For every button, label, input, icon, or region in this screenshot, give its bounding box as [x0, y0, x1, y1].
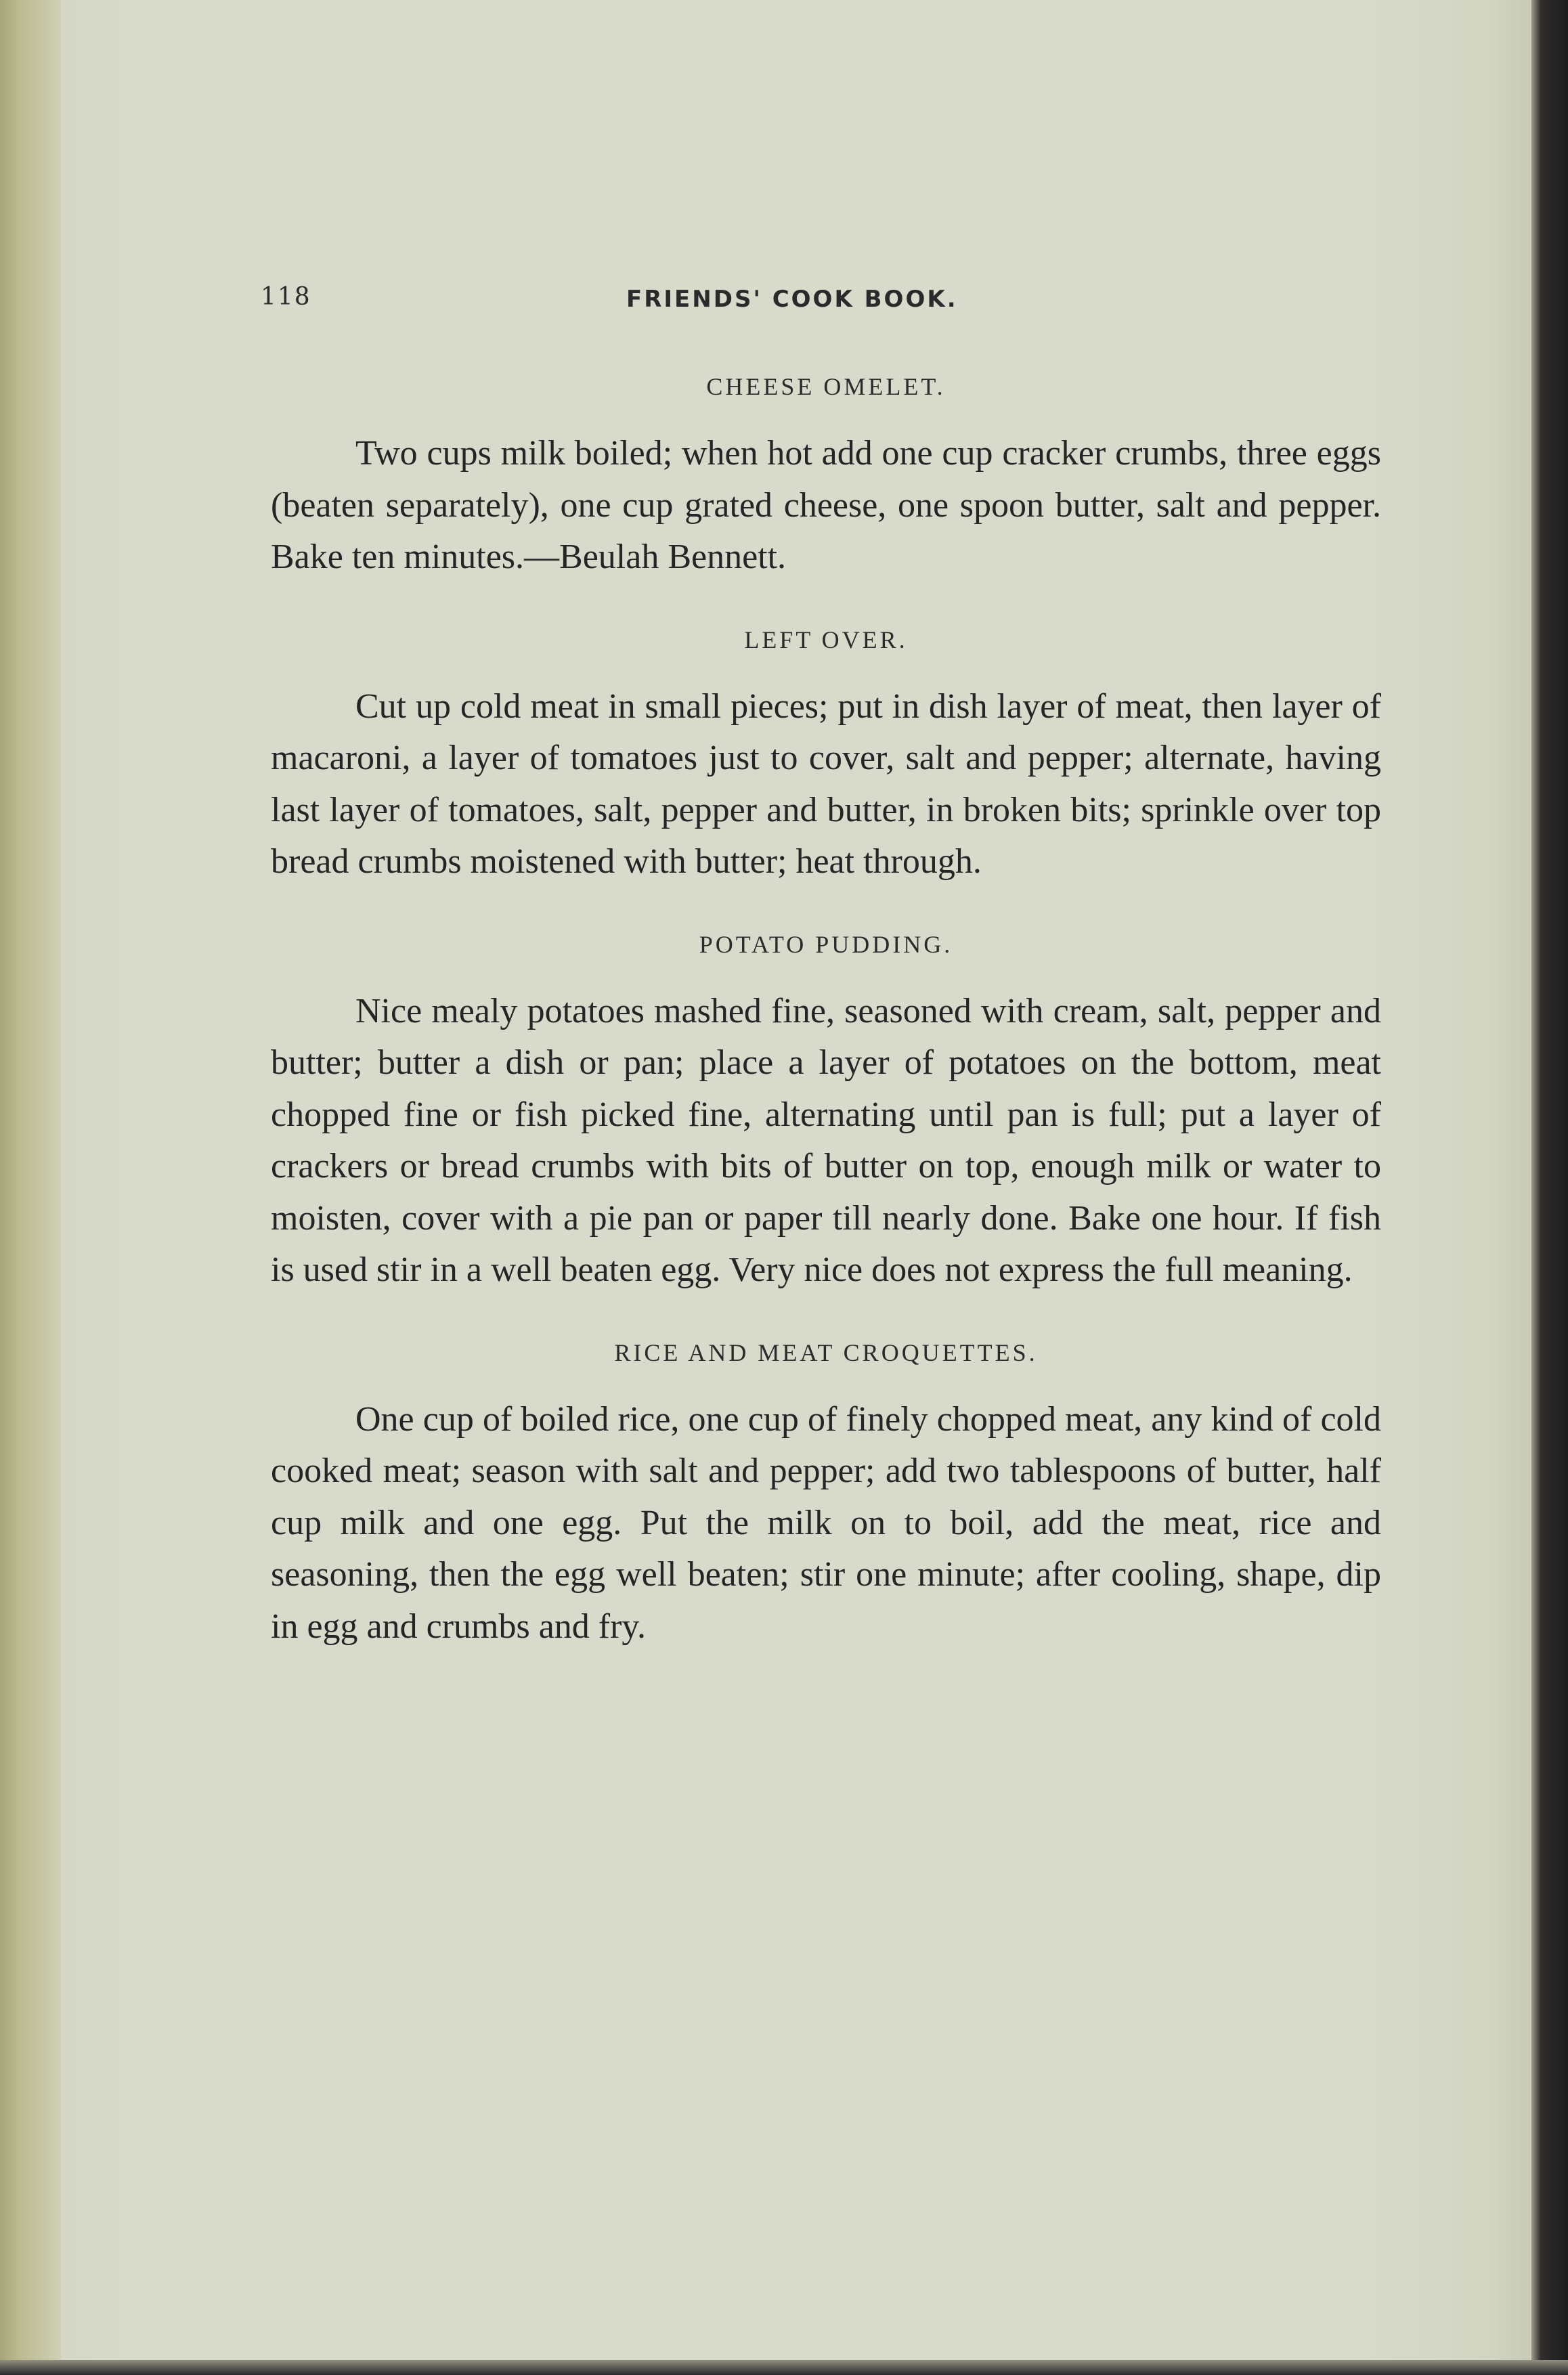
recipe-body: One cup of boiled rice, one cup of finely chopped meat, any kind of cold cooked meat; season with salt and pepper; add two tablespoons of butter, half cup milk and one egg. Put the milk on to boil, add the meat, rice and seasoning, then the egg well beaten; stir one minute; after cooling, shape, dip in egg and crumbs and fry.: [271, 1399, 1381, 1646]
recipe-left-over: [271, 626, 1381, 888]
page-left-edge: [0, 0, 61, 2375]
recipe-cheese-omelet: [271, 372, 1381, 584]
page-content: [271, 372, 1381, 1695]
recipe-body: Cut up cold meat in small pieces; put in dish layer of meat, then layer of macaroni, a layer of tomatoes just to cover, salt and pepper; alternate, having last layer of tomatoes, salt, pepper and butter, in broken bits; sprinkle over top bread crumbs moistened with butter; heat through.: [271, 687, 1381, 881]
recipe-body: Two cups milk boiled; when hot add one cup cracker crumbs, three eggs (beaten separately), one cup grated cheese, one spoon butter, salt and pepper. Bake ten minutes.—Beulah Bennett.: [271, 434, 1381, 576]
recipe-title: LEFT OVER.: [744, 626, 908, 653]
recipe-potato-pudding: [271, 930, 1381, 1297]
book-spine-edge: [1531, 0, 1568, 2375]
running-head: [261, 283, 1412, 324]
page-number: 118: [261, 283, 311, 311]
book-title: FRIENDS' COOK BOOK.: [626, 286, 958, 313]
recipe-title: CHEESE OMELET.: [706, 373, 946, 400]
recipe-body: Nice mealy potatoes mashed fine, seasoned with cream, salt, pepper and butter; butter a dish or pan; place a layer of potatoes on the bottom, meat chopped fine or fish picked fine, alternating until pan is full; put a layer of crackers or bread crumbs with bits of butter on top, enough milk or water to moisten, cover with a pie pan or paper till nearly done. Bake one hour. If fish is used stir in a well beaten egg. Very nice does not express the full meaning.: [271, 991, 1381, 1289]
recipe-title: POTATO PUDDING.: [699, 930, 953, 958]
page-bottom-edge: [0, 2360, 1568, 2375]
recipe-rice-and-meat-croquettes: [271, 1338, 1381, 1653]
recipe-title: RICE AND MEAT CROQUETTES.: [614, 1338, 1038, 1366]
